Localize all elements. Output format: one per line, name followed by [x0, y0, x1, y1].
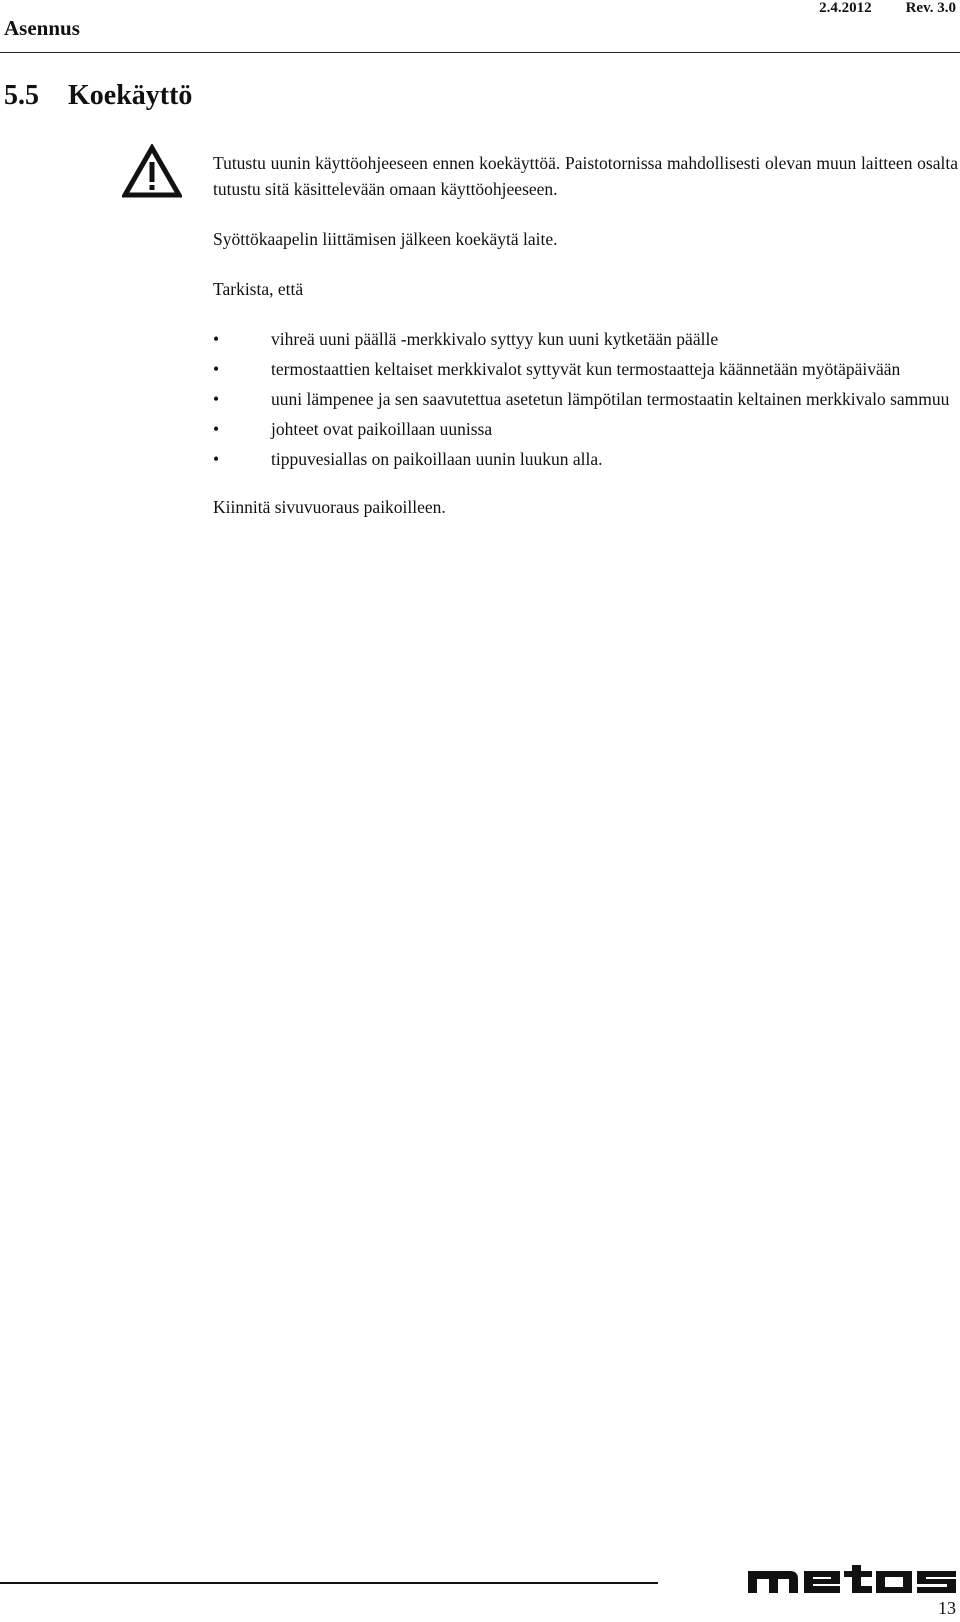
- warning-paragraph: Tutustu uunin käyttöohjeeseen ennen koekäyttöä. Paistotornissa mahdollisesti olevan muun laitteen osalta tutustu sitä käsittelevään omaan käyttöohjeeseen.: [213, 153, 958, 199]
- bullet-icon: •: [213, 329, 220, 349]
- header-meta: [819, 0, 956, 17]
- bullet-icon: •: [213, 449, 220, 469]
- list-item: [213, 356, 958, 382]
- list-item-text: termostaattien keltaiset merkkivalot syttyvät kun termostaatteja käännetään myötäpäivään: [271, 359, 901, 379]
- list-item: [213, 416, 958, 442]
- list-item-text: vihreä uuni päällä -merkkivalo syttyy kun uuni kytketään päälle: [271, 329, 719, 349]
- bullet-icon: •: [213, 389, 220, 409]
- section-title-text: Koekäyttö: [68, 80, 193, 111]
- list-item: [213, 446, 958, 472]
- metos-logo: [746, 1563, 958, 1597]
- list-item-text: tippuvesiallas on paikoillaan uunin luukun alla.: [271, 449, 603, 469]
- warning-triangle-icon: [122, 144, 182, 198]
- header-divider: [0, 52, 960, 53]
- check-intro: Tarkista, että: [213, 279, 304, 299]
- bullet-icon: •: [213, 359, 220, 379]
- header-section-title: Asennus: [4, 16, 80, 40]
- section-heading: [4, 80, 192, 112]
- header-date: 2.4.2012: [819, 0, 872, 16]
- checklist: [213, 326, 958, 472]
- document-body: [213, 150, 958, 520]
- final-paragraph: Kiinnitä sivuvuoraus paikoilleen.: [213, 497, 446, 517]
- list-item: [213, 386, 958, 412]
- bullet-icon: •: [213, 419, 220, 439]
- footer-divider: [0, 1582, 658, 1584]
- list-item-text: uuni lämpenee ja sen saavutettua asetetun lämpötilan termostaatin keltainen merkkivalo sammuu: [271, 389, 950, 409]
- list-item: [213, 326, 958, 352]
- connect-paragraph: Syöttökaapelin liittämisen jälkeen koekäytä laite.: [213, 229, 558, 249]
- page-number: 13: [938, 1598, 956, 1618]
- header-revision: Rev. 3.0: [905, 0, 956, 16]
- list-item-text: johteet ovat paikoillaan uunissa: [271, 419, 493, 439]
- section-number: 5.5: [4, 80, 39, 111]
